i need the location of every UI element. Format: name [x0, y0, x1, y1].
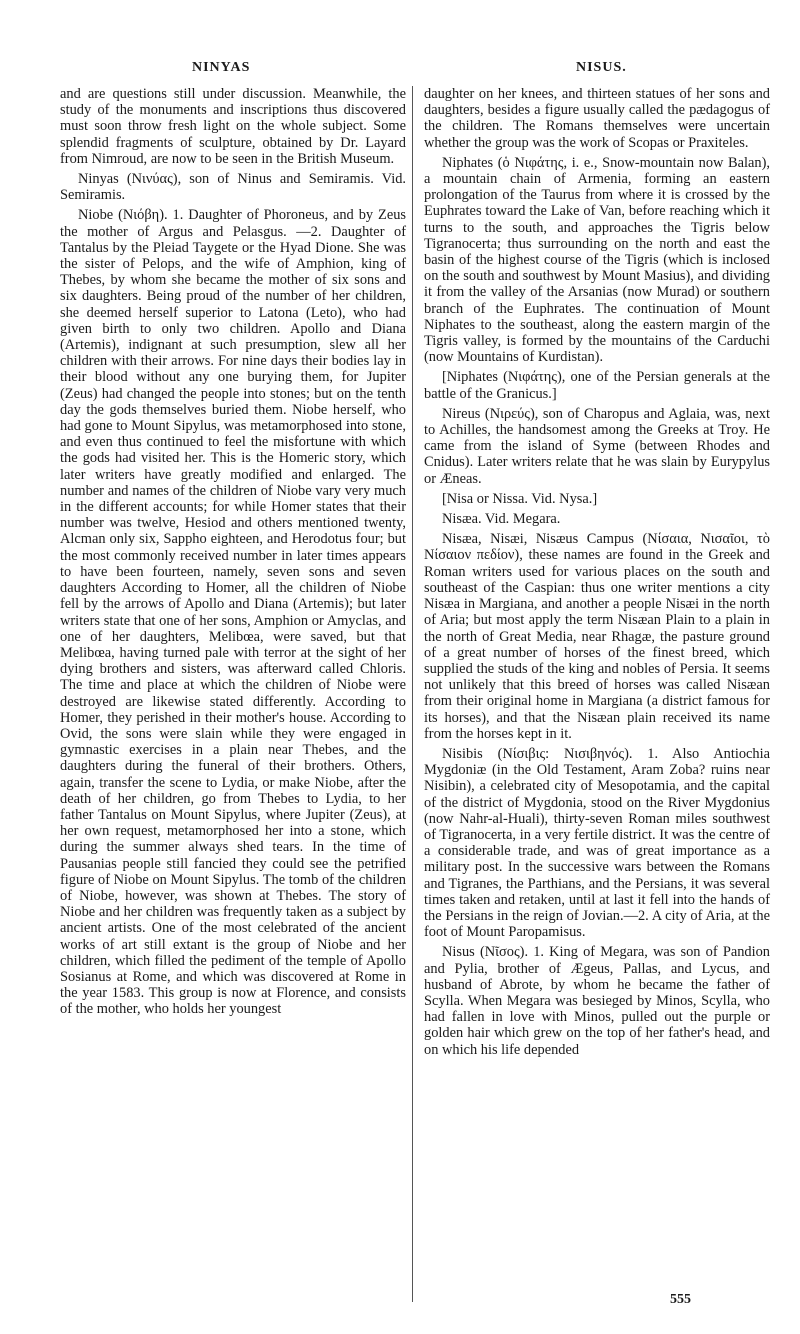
entry-ninyas: Ninyas (Νινύας), son of Ninus and Semiramis. Vid. Semiramis.: [60, 171, 406, 204]
entry-niphates-general: [Niphates (Νιφάτης), one of the Persian generals at the battle of the Granicus.]: [424, 369, 770, 402]
page-number: 555: [670, 1292, 691, 1307]
entry-nisaea: Nisæa. Vid. Megara.: [442, 511, 561, 528]
entry-nisaea-campus: Nisæa, Nisæi, Nisæus Campus (Νίσαια, Νισαῖοι, τὸ Νίσαιον πεδίον), these names are found in the Greek and Roman writers used for various places on the south and southeast of the Caspian: thus one writer mentions a city Nisæa in Margiana, and another a people Nisæi in the north of Aria; but most apply the term Nisæan Plain to a plain in the north of Great Media, near Rhagæ, the pasture ground of a great number of horses of the finest breed, which supplied the studs of the king and nobles of Persia. It seems not unlikely that this breed of horses was called Nisæan from their original home in Margiana (a district famous for its horses), and that the Nisæan plain received its name from the horses kept in it.: [424, 531, 770, 742]
paragraph-continuation: and are questions still under discussion. Meanwhile, the study of the monuments and inscriptions thus discovered must soon throw fresh light on the whole subject. Some splendid fragments of sculpture, obtained by Dr. Layard from Nimroud, are now to be seen in the British Museum.: [60, 86, 406, 167]
left-column: [60, 86, 406, 1018]
entry-nisus: Nisus (Νῖσος). 1. King of Megara, was son of Pandion and Pylia, brother of Ægeus, Pallas, and Lycus, and husband of Abrote, by whom he became the father of Scylla. When Megara was besieged by Minos, Scylla, who had fallen in love with Minos, pulled out the purple or golden hair which grew on the top of her father's head, and on which his life depended: [424, 944, 770, 1058]
right-column: [424, 86, 770, 1058]
entry-nisibis: Nisibis (Νίσιβις: Νισιβηνός). 1. Also Antiochia Mygdoniæ (in the Old Testament, Aram Zoba? ruins near Nisibin), a celebrated city of Mesopotamia, and the capital of the district of Mygdonia, stood on the River Mygdonius (now Nahr-al-Huali), thirty-seven Roman miles southwest of Tigranocerta, in a very fertile district. It was the centre of a considerable trade, and was of great importance as a military post. In the successive wars between the Romans and Tigranes, the Parthians, and the Persians, it was several times taken and retaken, until at last it fell into the hands of the Persians in the reign of Jovian.—2. A city of Aria, at the foot of Mount Paropamisus.: [424, 745, 770, 941]
running-head-left: NINYAS: [192, 60, 251, 75]
entry-nisa: [Nisa or Nissa. Vid. Nysa.]: [442, 490, 598, 507]
entry-niphates: Niphates (ὁ Νιφάτης, i. e., Snow-mountain now Balan), a mountain chain of Armenia, forming an eastern prolongation of the Taurus from where it is crossed by the Euphrates toward the Lake of Van, before reaching which it turns to the south, and approaches the Tigris below Tigranocerta; thus surrounding on the north and east the basin of the highest course of the Tigris (which is inclosed on the south and southwest by Mount Masius), and dividing it from the valley of the Arsanias (now Murad) or southern branch of the Euphrates. The continuation of Mount Niphates to the southeast, along the eastern margin of the Tigris valley, is formed by the mountains of the Carduchi (now Mountains of Kurdistan).: [424, 154, 770, 366]
running-head-right: NISUS.: [576, 60, 627, 75]
entry-nireus: Nireus (Νιρεύς), son of Charopus and Aglaia, was, next to Achilles, the handsomest among the Greeks at Troy. He came from the island of Syme (between Rhodes and Cnidus). Later writers relate that he was slain by Eurypylus or Æneas.: [424, 405, 770, 487]
entry-niobe: Niobe (Νιόβη). 1. Daughter of Phoroneus, and by Zeus the mother of Argus and Pelasgus. —2. Daughter of Tantalus by the Pleiad Taygete or the Hyad Dione. She was the sister of Pelops, and the wife of Amphion, king of Thebes, by whom she became the mother of six sons and six daughters. Being proud of the number of her children, she deemed herself superior to Latona (Leto), who had given birth to only two children. Apollo and Diana (Artemis), indignant at such presumption, slew all her children with their arrows. For nine days their bodies lay in their blood without any one burying them, for Jupiter (Zeus) had changed the people into stones; but on the tenth day the gods themselves buried them. Niobe herself, who had gone to Mount Sipylus, was metamorphosed into stone, and even thus continued to feel the misfortune with which the gods had visited her. This is the Homeric story, which later writers have greatly modified and enlarged. The number and names of the children of Niobe vary very much in the different accounts; for while Homer states that their number was twelve, Hesiod and others mentioned twenty, Alcman only six, Sappho eighteen, and Herodotus four; but the most commonly received number in later times appears to have been fourteen, namely, seven sons and seven daughters According to Homer, all the children of Niobe fell by the arrows of Apollo and Diana (Artemis); but later writers state that one of her sons, Amphion or Amyclas, and one of her daughters, Melibœa, were saved, but that Melibœa, having turned pale with terror at the sight of her dying brothers and sisters, was afterward called Chloris. The time and place at which the children of Niobe were destroyed are likewise stated differently. According to Homer, they perished in their mother's house. According to Ovid, the sons were slain while they were engaged in gymnastic exercises in a plain near Thebes, and the daughters during the funeral of their brothers. Others, again, transfer the scene to Lydia, or make Niobe, after the death of her children, go from Thebes to Lydia, to her father Tantalus on Mount Sipylus, where Jupiter (Zeus), at her own request, metamorphosed her into a stone, which during the summer always shed tears. In the time of Pausanias people still fancied they could see the petrified figure of Niobe on Mount Sipylus. The tomb of the children of Niobe, however, was shown at Thebes. The story of Niobe and her children was frequently taken as a subject by ancient artists. One of the most celebrated of the ancient works of art still extant is the group of Niobe and her children, which filled the pediment of the temple of Apollo Sosianus at Rome, and which was discovered at Rome in the year 1583. This group is now at Florence, and consists of the mother, who holds her youngest: [60, 207, 406, 1018]
paragraph-continuation: daughter on her knees, and thirteen statues of her sons and daughters, besides a figure usually called the pædagogus of the children. The Romans themselves were uncertain whether the group was the work of Scopas or Praxiteles.: [424, 86, 770, 151]
column-divider: [412, 86, 413, 1302]
